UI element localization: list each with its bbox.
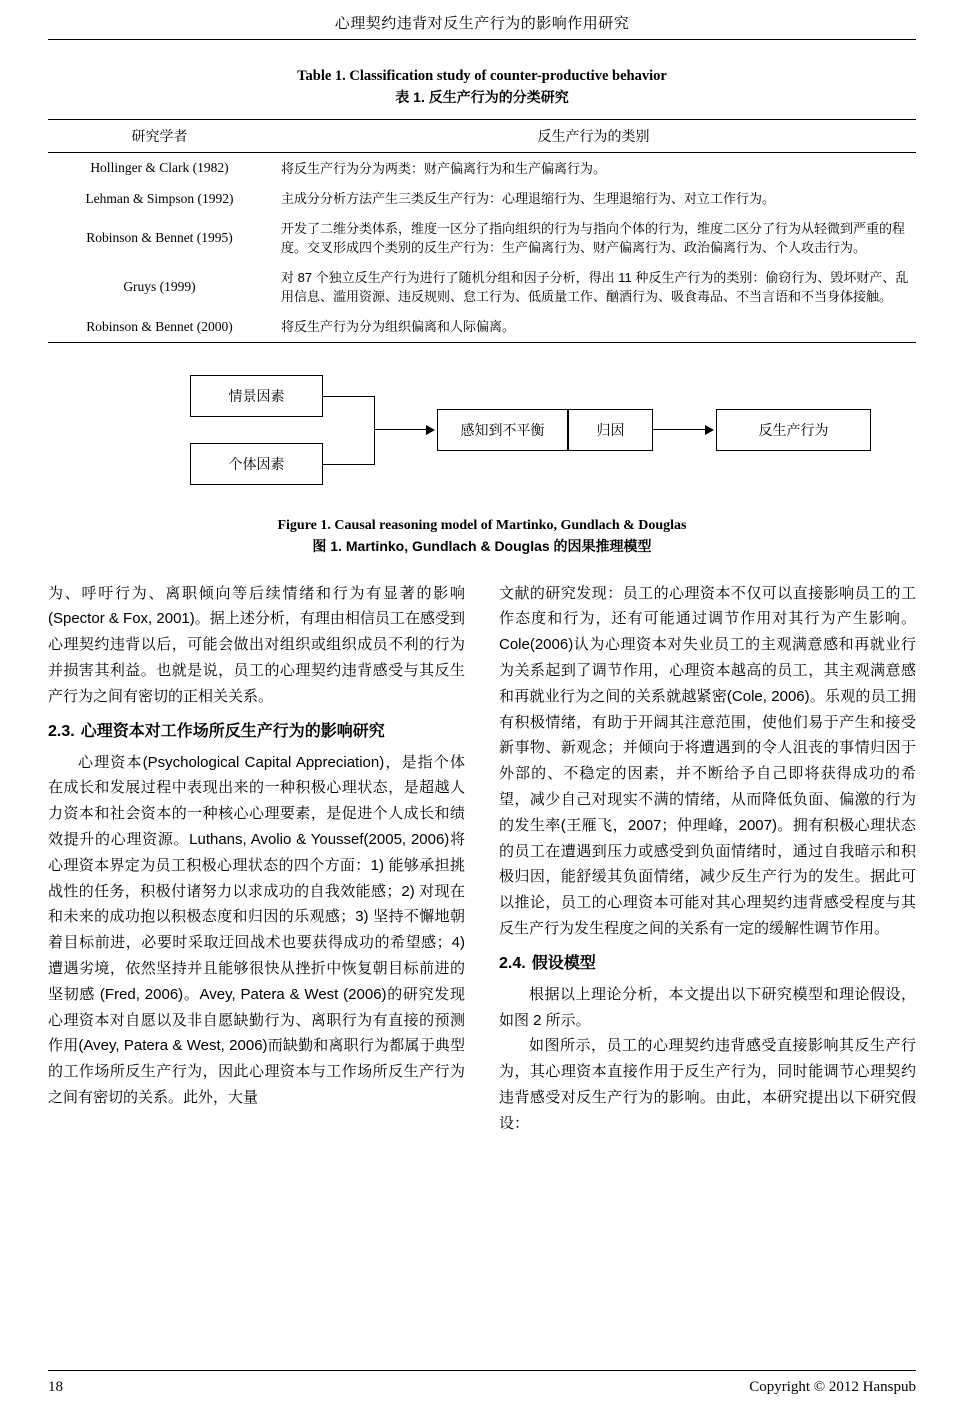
classification-table [48,119,916,343]
figure-connector-vertical [374,396,375,465]
paragraph: 心理资本(Psychological Capital Appreciation)，是指个体在成长和发展过程中表现出来的一种积极心理状态，是超越人力资本和社会资本的一种核心心理要素，是促进个人成长和绩效提升的心理资源。Luthans, Avolio & Youssef(2005, 2006)将心理资本界定为员工积极心理状态的四个方面：1) 能够承担挑战性的任务，积极付诸努力以求成功的自我效能感；2) 对现在和未来的成功抱以积极态度和归因的乐观感；3) 坚持不懈地朝着目标前进，必要时采取迂回战术也要获得成功的希望感；4) 遭遇劣境，依然坚持并且能够很快从挫折中恢复朝目标前进的坚韧感 (Fred, 2006)。Avey, Patera & West (2006)的研究发现心理资本对自愿以及非自愿缺勤行为、离职行为有直接的预测作用(Avey, Patera & West, 2006)而缺勤和离职行为都属于典型的工作场所反生产行为，因此心理资本与工作场所反生产行为之间有密切的关系。此外，大量 [48,753,465,1106]
table-head [48,120,916,153]
paragraph: 根据以上理论分析，本文提出以下研究模型和理论假设，如图 2 所示。 [499,985,916,1029]
figure-arrow-head-2 [705,425,714,435]
running-head: 心理契约违背对反生产行为的影响作用研究 [334,16,630,32]
figure-connector-bottom [323,464,375,465]
table-cell-author: Lehman & Simpson (1992) [85,190,234,206]
table-cell-desc: 开发了二维分类体系，维度一区分了指向组织的行为与指向个体的行为，维度二区分了行为从轻微到严重的程度。交叉形成四个类别的反生产行为：生产偏离行为、财产偏离行为、政治偏离行为、个人攻击行为。 [281,220,906,256]
section-heading-2-4 [499,952,916,976]
table-row [48,263,916,312]
figure-arrow-head-1 [426,425,435,435]
figure-box-outcome: 反生产行为 [716,409,871,451]
table-row [48,153,916,184]
table-cell-desc: 主成分分析方法产生三类反生产行为：心理退缩行为、生理退缩行为、对立工作行为。 [281,190,776,206]
table-cell-author: Gruys (1999) [123,279,196,295]
body-columns [48,581,916,1137]
table-cell-author: Robinson & Bennet (1995) [86,230,233,246]
table-row [48,312,916,343]
paragraph: 为、呼吁行为、离职倾向等后续情绪和行为有显著的影响(Spector & Fox, 2001)。据上述分析，有理由相信员工在感受到心理契约违背以后，可能会做出对组织或组织成员不利的行为并损害其利益。也就是说，员工的心理契约违背感受与其反生产行为之间有密切的正相关关系。 [48,584,465,705]
table-cell-author: Robinson & Bennet (2000) [86,318,233,334]
left-column [48,581,465,1137]
paragraph: 文献的研究发现：员工的心理资本不仅可以直接影响员工的工作态度和行为，还有可能通过调节作用对其行为产生影响。Cole(2006)认为心理资本对失业员工的主观满意感和再就业行为关系起到了调节作用，心理资本越高的员工，其主观满意感和再就业行为之间的关系就越紧密(Cole, 2006)。乐观的员工拥有积极情绪，有助于开阔其注意范围，使他们易于产生和接受新事物、新观念；并倾向于将遭遇到的令人沮丧的事情归因于外部的、不稳定的因素，并不断给予自己即将获得成功的希望，减少自己对现实不满的情绪，从而降低负面、偏激的行为的发生率(王雁飞，2007；仲理峰，2007)。拥有积极心理状态的员工在遭遇到压力或感受到负面情绪时，通过自我暗示和积极归因，能舒缓其负面情绪，减少反生产行为的发生。据此可以推论，员工的心理资本可能对其心理契约违背感受程度与其反生产行为发生程度之间的关系有一定的缓解性调节作用。 [499,584,916,938]
page-footer [48,1370,916,1396]
table-caption-en: Table 1. Classification study of counter-productive behavior [297,68,667,84]
figure-caption-cn: 图 1. Martinko, Gundlach & Douglas 的因果推理模型 [312,538,652,555]
table-cell-desc: 对 87 个独立反生产行为进行了随机分组和因子分析，得出 11 种反生产行为的类别：偷窃行为、毁坏财产、乱用信息、滥用资源、违反规则、怠工行为、低质量工作、酗酒行为、吸食毒品、不当言语和不当身体接触。 [281,269,909,305]
figure-caption [48,516,916,557]
copyright-notice: Copyright © 2012 Hanspub [749,1379,916,1395]
figure-box-individual: 个体因素 [190,443,323,485]
table-caption [48,66,916,107]
table-caption-cn: 表 1. 反生产行为的分类研究 [395,89,569,106]
table-header-author: 研究学者 [131,128,188,145]
figure-1-diagram [48,365,916,510]
figure-box-attribution: 归因 [568,409,653,451]
figure-caption-en: Figure 1. Causal reasoning model of Martinko, Gundlach & Douglas [277,518,687,534]
figure-connector-mid [374,429,426,430]
header-rule [48,39,916,40]
section-number: 2.4. [499,954,526,972]
table-cell-desc: 将反生产行为分为组织偏离和人际偏离。 [281,319,516,335]
table-header-category: 反生产行为的类别 [537,128,650,145]
section-heading-2-3 [48,720,465,744]
page-number: 18 [48,1379,63,1395]
section-number: 2.3. [48,722,75,740]
right-column [499,581,916,1137]
table-cell-desc: 将反生产行为分为两类：财产偏离行为和生产偏离行为。 [281,160,607,176]
table-cell-author: Hollinger & Clark (1982) [90,160,229,176]
figure-box-situational: 情景因素 [190,375,323,417]
figure-box-imbalance: 感知到不平衡 [437,409,568,451]
table-header-row [48,120,916,153]
figure-connector-top [323,396,375,397]
table-body [48,153,916,343]
table-row [48,184,916,214]
table-row [48,214,916,263]
figure-connector-right [653,429,706,430]
section-title: 假设模型 [531,954,596,972]
section-title: 心理资本对工作场所反生产行为的影响研究 [80,722,385,740]
paragraph: 如图所示，员工的心理契约违背感受直接影响其反生产行为，其心理资本直接作用于反生产行为，同时能调节心理契约违背感受对反生产行为的影响。由此，本研究提出以下研究假设： [499,1037,916,1132]
